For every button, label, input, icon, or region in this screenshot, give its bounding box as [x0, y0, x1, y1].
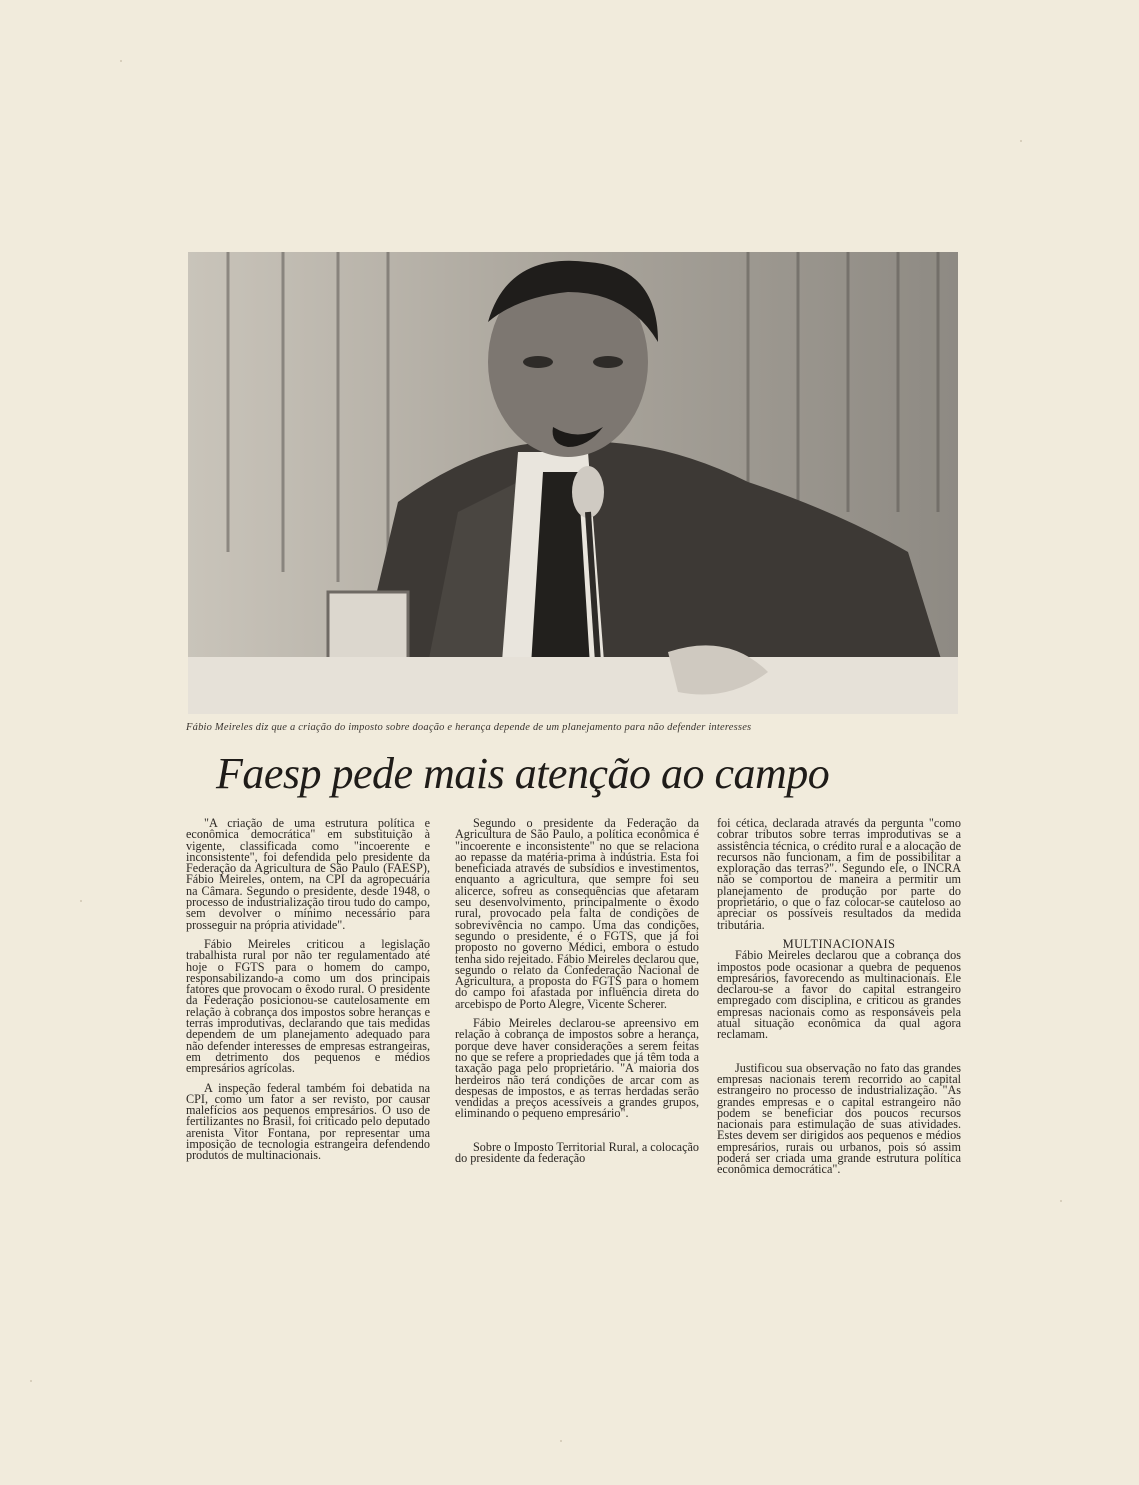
portrait-photo	[188, 252, 958, 714]
paragraph: Justificou sua observação no fato das grandes empresas nacionais terem recorrido ao capital estrangeiro no processo de industrialização. "As grandes empresas e o capital estrangeiro não podem se beneficiar dos poucos recursos nacionais para estimulação de suas atividades. Estes devem ser dirigidos aos pequenos e médios empresários, rurais ou urbanos, pois só assim poderá ser criada uma grande estrutura política econômica democrática".	[717, 1060, 961, 1177]
article-column-2	[455, 818, 699, 1172]
paragraph: "A criação de uma estrutura política e econômica democrática" em substituição à vigente, classificada como "incoerente e inconsistente", foi defendida pelo presidente da Federação da Agricultura de São Paulo (FAESP), Fábio Meireles, ontem, na CPI da agropecuária na Câmara. Segundo o presidente, desde 1948, o processo de industrialização tirou tudo do campo, sem devolver o mínimo necessário para prosseguir na própria atividade".	[186, 816, 430, 932]
paper-speck	[120, 60, 122, 62]
paragraph: Sobre o Imposto Territorial Rural, a colocação do presidente da federação	[455, 1139, 700, 1166]
paper-speck	[560, 1440, 562, 1442]
article-column-1	[186, 818, 430, 1170]
paper-speck	[1060, 1200, 1062, 1202]
paragraph: A inspeção federal também foi debatida na CPI, como um fator a ser revisto, por causar malefícios aos pequenos empresários. O uso de fertilizantes no Brasil, foi criticado pelo deputado arenista Vitor Fontana, por representar uma imposição de tecnologia estrangeira defendendo produtos de multinacionais.	[186, 1080, 430, 1163]
paragraph: Segundo o presidente da Federação da Agricultura de São Paulo, a política econômica é "incoerente e inconsistente" no que se relaciona ao repasse da matéria-prima à indústria. Esta foi beneficiada através de subsídios e investimentos, enquanto a agricultura, que sempre foi seu alicerce, sofreu as consequências que afetaram seu desenvolvimento, principalmente o êxodo rural, provocado pela falta de condições de sobrevivência no campo. Uma das condições, segundo o presidente, é o FGTS, que já foi proposto no governo Médici, embora o estudo tenha sido rejeitado. Fábio Meireles declarou que, segundo o relato da Confederação Nacional de Agricultura, a proposta do FGTS para o homem do campo foi afastada por influência direta do arcebispo de Porto Alegre, Vicente Scherer.	[455, 816, 699, 1011]
headline: Faesp pede mais atenção ao campo	[216, 749, 830, 798]
paper-speck	[1020, 140, 1022, 142]
article-column-3	[717, 818, 961, 1184]
portrait-photo-icon	[188, 252, 958, 714]
paper-speck	[30, 1380, 32, 1382]
subheading: MULTINACIONAIS	[782, 936, 896, 951]
paragraph: Fábio Meireles declarou-se apreensivo em relação à cobrança de impostos sobre a herança, porque deve haver considerações a serem feitas no que se refere a propriedades que já têm toda a taxação paga pelo proprietário. "A maioria dos herdeiros não terá condições de arcar com as despesas de impostos, e as terras herdadas serão vendidas a preços acessíveis a grandes grupos, eliminando o pequeno empresário".	[455, 1016, 699, 1121]
photo-caption: Fábio Meireles diz que a criação do imposto sobre doação e herança depende de um planejamento para não defender interesses	[186, 722, 752, 733]
paragraph: Fábio Meireles criticou a legislação trabalhista rural por não ter regulamentado até hoje o FGTS para o homem do campo, responsabilizando-a como um dos principais fatores que provocam o êxodo rural. O presidente da Federação posicionou-se cautelosamente em relação à cobrança dos impostos sobre heranças e terras improdutivas, declarando que tais medidas dependem de um planejamento adequado para não defender interesses de empresas estrangeiras, em detrimento dos pequenos e médios empresários agrícolas.	[186, 936, 430, 1076]
paper-speck	[80, 900, 82, 902]
paragraph: foi cética, declarada através da pergunta "como cobrar tributos sobre terras improdutivas se a assistência técnica, o crédito rural e a alocação de recursos não funcionam, a fim de possibilitar a exploração das terras?". Segundo ele, o INCRA não se comportou de maneira a permitir um planejamento de produção por parte do proprietário, o que o faz colocar-se cauteloso ao apreciar os possíveis resultados da medida tributária.	[717, 816, 961, 932]
paragraph: Fábio Meireles declarou que a cobrança dos impostos pode ocasionar a quebra de pequenos empresários, favorecendo as multinacionais. Ele declarou-se a favor do capital estrangeiro empregado com disciplina, e criticou as grandes empresas nacionais como as responsáveis pela atual situação econômica da qual agora reclamam.	[717, 948, 961, 1042]
